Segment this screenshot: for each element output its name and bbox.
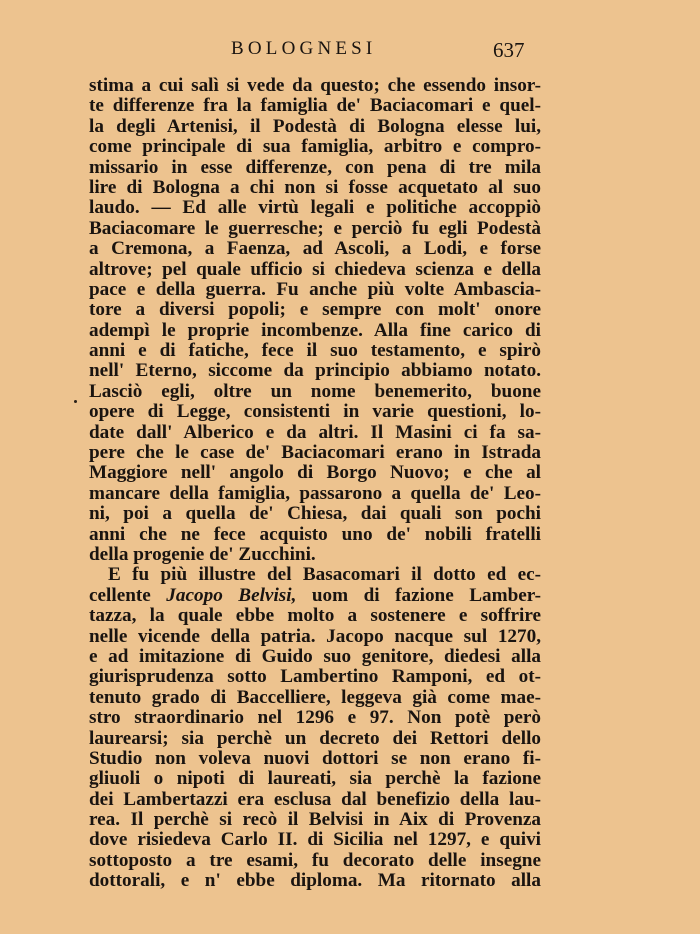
text-line: anni e di fatiche, fece il suo testamento, e spirò [89, 340, 541, 362]
text-line: date dall' Alberico e da altri. Il Masini ci fa sa- [89, 421, 541, 443]
text-line: anni che ne fece acquisto uno de' nobili fratelli [89, 523, 541, 545]
text-line: ni, poi a quella de' Chiesa, dai quali son pochi [89, 503, 541, 525]
text-line: a Cremona, a Faenza, ad Ascoli, a Lodi, e forse [89, 238, 541, 260]
text-line: mancare della famiglia, passarono a quella de' Leo- [89, 482, 541, 504]
margin-mark [74, 400, 77, 403]
text-line: tazza, la quale ebbe molto a sostenere e soffrire [89, 605, 541, 627]
text-line: altrove; pel quale ufficio si chiedeva scienza e della [89, 258, 541, 280]
text-line: Studio non voleva nuovi dottori se non erano fi- [89, 747, 541, 769]
text-line: la degli Artenisi, il Podestà di Bologna elesse lui, [89, 115, 541, 137]
paragraph-2 [89, 565, 541, 891]
text-line: E fu più illustre del Basacomari il dotto ed ec- [108, 564, 541, 586]
text-line: nell' Eterno, siccome da principio abbiamo notato. [89, 360, 541, 382]
running-head [0, 38, 700, 68]
text-line: missario in esse differenze, con pena di tre mila [89, 156, 541, 178]
text-line: stro straordinario nel 1296 e 97. Non potè però [89, 707, 541, 729]
text-line: Lasciò egli, oltre un nome benemerito, buone [89, 380, 541, 402]
text-line: laurearsi; sia perchè un decreto dei Rettori dello [89, 727, 541, 749]
text-line: Maggiore nell' angolo di Borgo Nuovo; e che al [89, 462, 541, 484]
person-name: Jacopo Belvisi, [166, 584, 297, 606]
text-line-with-name [89, 586, 541, 606]
text-line: opere di Legge, consistenti in varie questioni, lo- [89, 401, 541, 423]
text-fragment: cellente [89, 584, 151, 606]
text-line: giurisprudenza sotto Lambertino Ramponi, ed ot- [89, 666, 541, 688]
text-line: sottoposto a tre esami, fu decorato delle insegne [89, 849, 541, 871]
paragraph-1 [89, 76, 541, 565]
text-line: e ad imitazione di Guido suo genitore, diedesi alla [89, 645, 541, 667]
text-line: adempì le proprie incombenze. Alla fine carico di [89, 319, 541, 341]
text-line: tenuto grado di Baccelliere, leggeva già come mae- [89, 686, 541, 708]
text-line: pace e della guerra. Fu anche più volte Ambascia- [89, 278, 541, 300]
text-line: lire di Bologna a chi non si fosse acquetato al suo [89, 176, 541, 198]
text-line: rea. Il perchè si recò il Belvisi in Aix di Provenza [89, 809, 541, 831]
text-line: Baciacomare le guerresche; e perciò fu egli Podestà [89, 217, 541, 239]
text-line: gliuoli o nipoti di laureati, sia perchè la fazione [89, 768, 541, 790]
text-fragment: uom di fazione Lamber- [311, 584, 541, 606]
text-line: della progenie de' Zucchini. [89, 543, 316, 565]
text-line: laudo. — Ed alle virtù legali e politiche accoppiò [89, 197, 541, 219]
page-number: 637 [493, 38, 525, 62]
text-line: come principale di sua famiglia, arbitro e compro- [89, 136, 541, 158]
text-line: te differenze fra la famiglia de' Baciacomari e quel- [89, 95, 541, 117]
text-line: dove risiedeva Carlo II. di Sicilia nel 1297, e quivi [89, 829, 541, 851]
text-line: tore a diversi popoli; e sempre con molt' onore [89, 299, 541, 321]
body-text [89, 76, 541, 892]
text-line: dottorali, e n' ebbe diploma. Ma ritornato alla [89, 870, 541, 892]
running-title: BOLOGNESI [231, 38, 377, 59]
text-line: nelle vicende della patria. Jacopo nacque sul 1270, [89, 625, 541, 647]
text-line: dei Lambertazzi era esclusa dal benefizio della lau- [89, 788, 541, 810]
text-line: pere che le case de' Baciacomari erano in Istrada [89, 442, 541, 464]
text-line: stima a cui salì si vede da questo; che essendo insor- [89, 75, 541, 96]
